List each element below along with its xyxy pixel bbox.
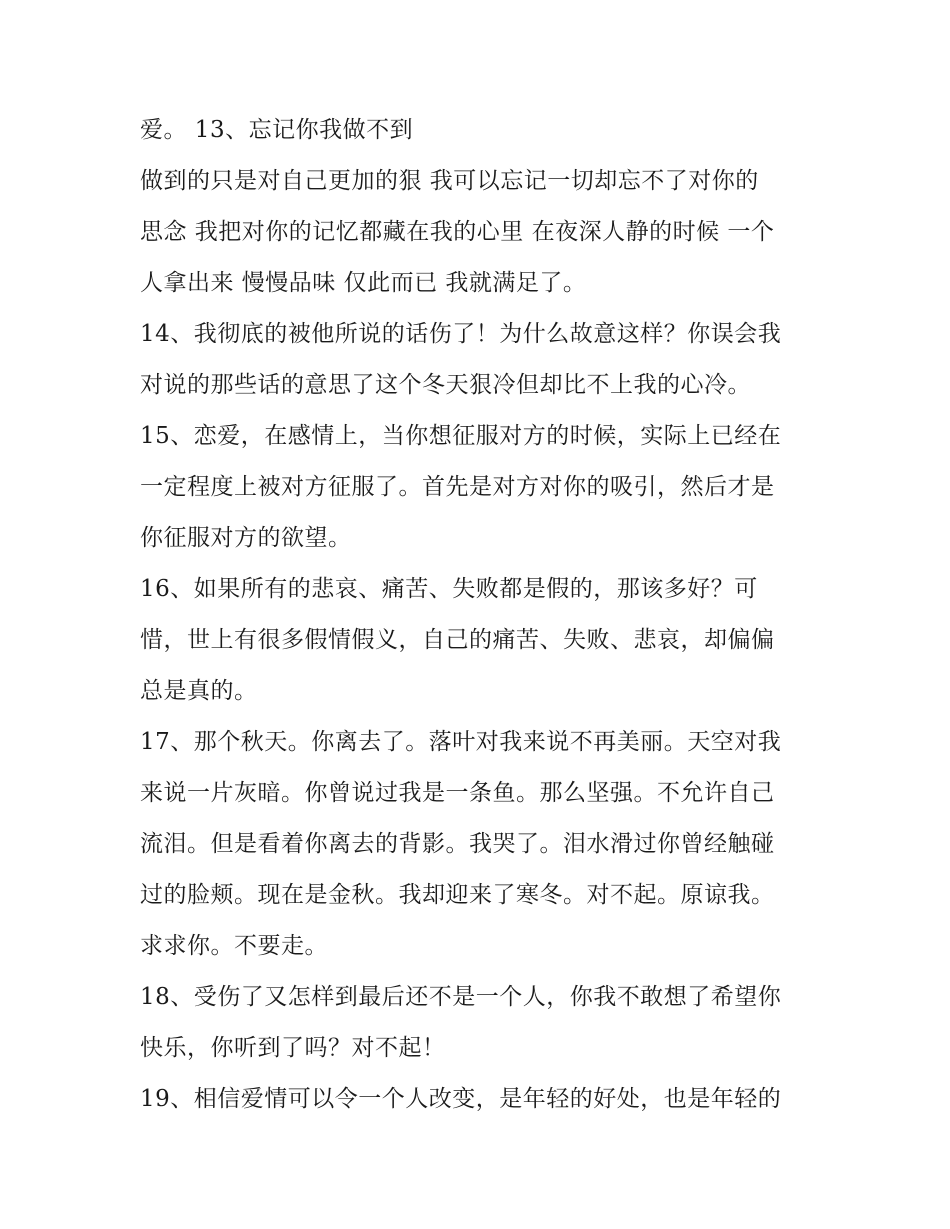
text-line: 你征服对方的欲望。: [140, 525, 352, 551]
text-line: 思念 我把对你的记忆都藏在我的心里 在夜深人静的时候 一个: [140, 219, 775, 245]
text-line: 15、恋爱，在感情上，当你想征服对方的时候，实际上已经在: [140, 423, 782, 449]
text-line: 18、受伤了又怎样到最后还不是一个人，你我不敢想了希望你: [140, 984, 782, 1010]
text-line: 流泪。但是看着你离去的背影。我哭了。泪水滑过你曾经触碰: [140, 831, 775, 857]
document-text: [140, 105, 830, 1125]
text-line: 来说一片灰暗。你曾说过我是一条鱼。那么坚强。不允许自己: [140, 780, 775, 806]
text-line: 16、如果所有的悲哀、痛苦、失败都是假的，那该多好？可: [140, 576, 758, 602]
text-line: 对说的那些话的意思了这个冬天狠冷但却比不上我的心冷。: [140, 372, 751, 398]
text-line: 人拿出来 慢慢品味 仅此而已 我就满足了。: [140, 270, 587, 296]
text-line: 14、我彻底的被他所说的话伤了！为什么故意这样？你误会我: [140, 321, 782, 347]
text-line: 过的脸颊。现在是金秋。我却迎来了寒冬。对不起。原谅我。: [140, 882, 775, 908]
text-line: 做到的只是对自己更加的狠 我可以忘记一切却忘不了对你的: [140, 168, 759, 194]
text-line: 快乐，你听到了吗？对不起！: [140, 1035, 446, 1061]
text-line: 一定程度上被对方征服了。首先是对方对你的吸引，然后才是: [140, 474, 775, 500]
text-line: 惜，世上有很多假情假义，自己的痛苦、失败、悲哀，却偏偏: [140, 627, 775, 653]
text-line: 总是真的。: [140, 678, 258, 704]
text-line: 爱。 13、忘记你我做不到: [140, 117, 414, 143]
text-line: 19、相信爱情可以令一个人改变，是年轻的好处，也是年轻的: [140, 1086, 782, 1112]
text-line: 求求你。不要走。: [140, 933, 328, 959]
text-line: 17、那个秋天。你离去了。落叶对我来说不再美丽。天空对我: [140, 729, 782, 755]
